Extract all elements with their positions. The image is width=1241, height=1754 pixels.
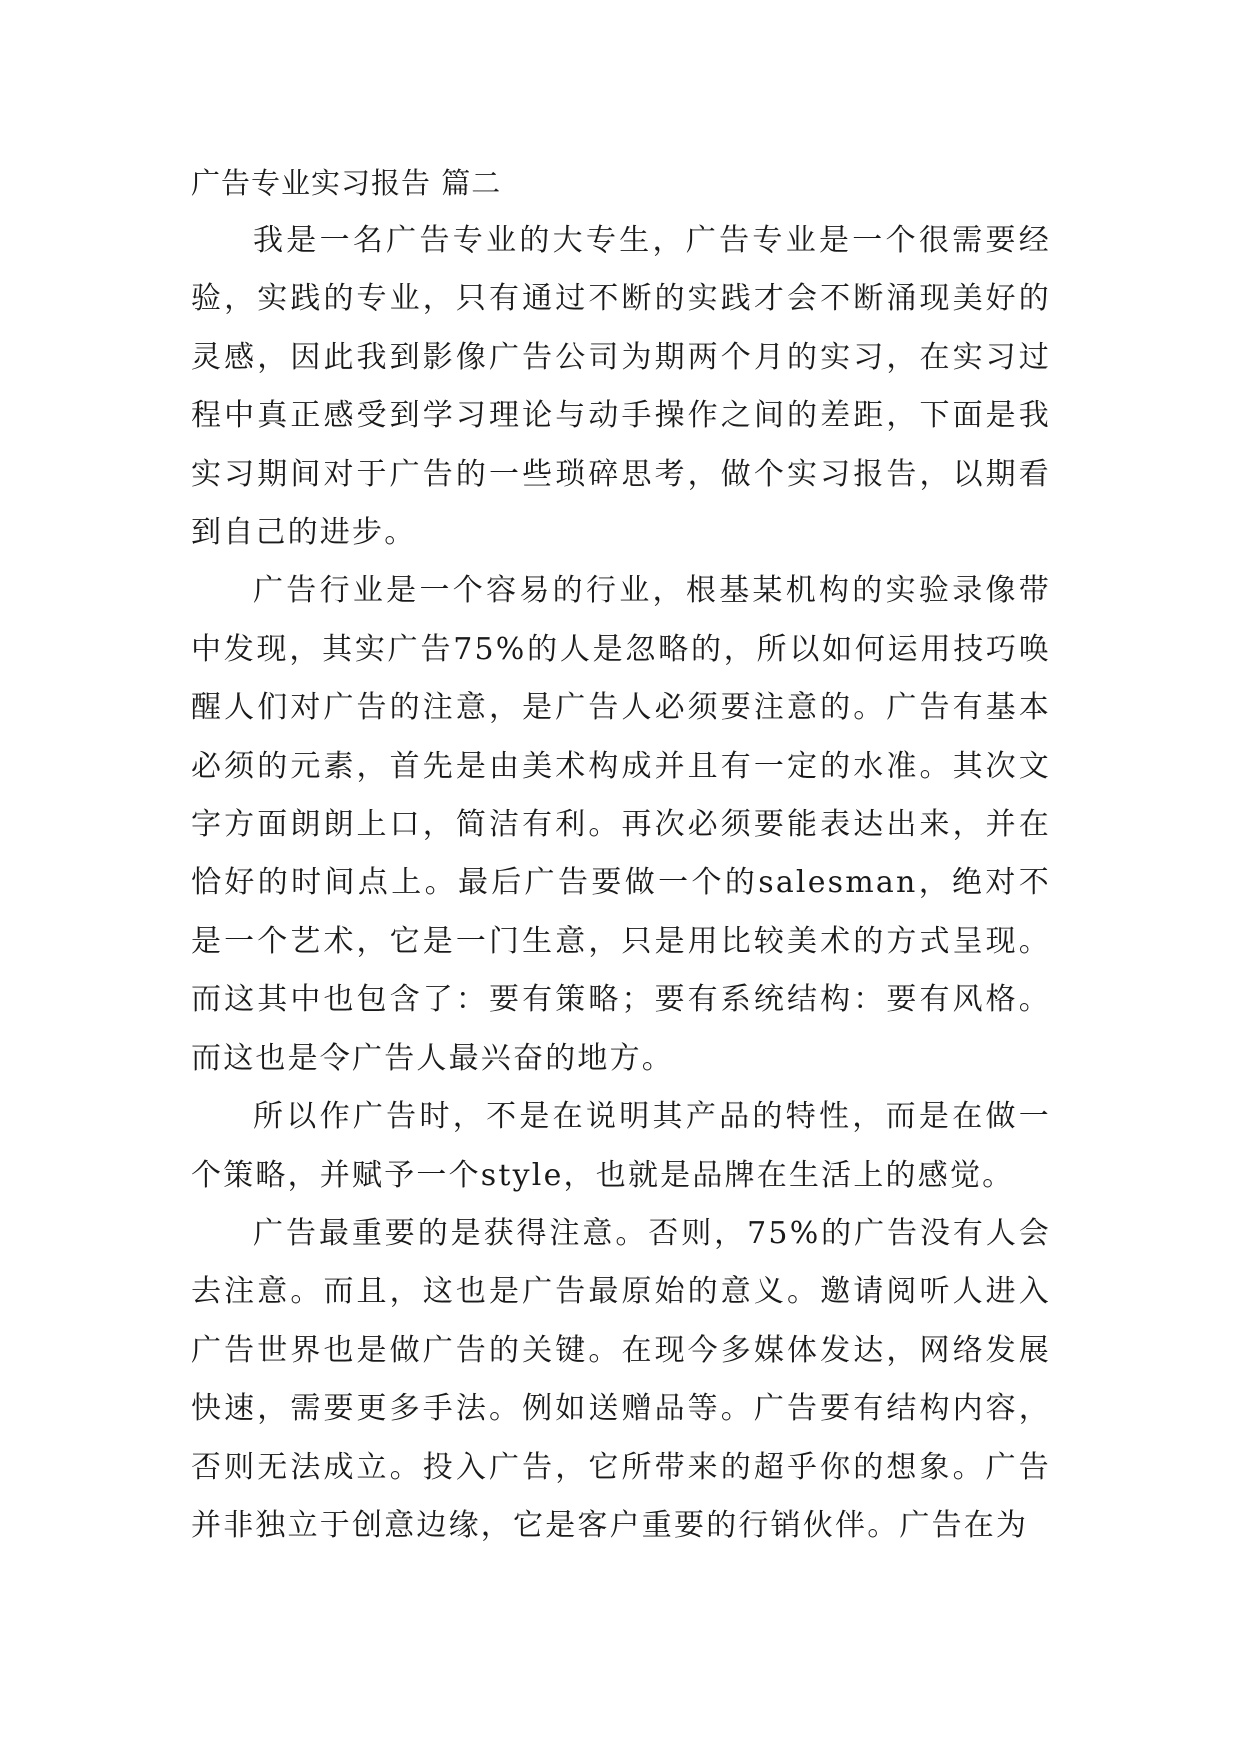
paragraph-1: 我是一名广告专业的大专生，广告专业是一个很需要经验，实践的专业，只有通过不断的实践才会不断涌现美好的灵感，因此我到影像广告公司为期两个月的实习，在实习过程中真正感受到学习理论与动手操作之间的差距，下面是我实习期间对于广告的一些琐碎思考，做个实习报告，以期看到自己的进步。 <box>191 223 1051 551</box>
paragraph-2: 广告行业是一个容易的行业，根基某机构的实验录像带中发现，其实广告75%的人是忽略的，所以如何运用技巧唤醒人们对广告的注意，是广告人必须要注意的。广告有基本必须的元素，首先是由美术构成并且有一定的水准。其次文字方面朗朗上口，简洁有利。再次必须要能表达出来，并在恰好的时间点上。最后广告要做一个的salesman，绝对不是一个艺术，它是一门生意，只是用比较美术的方式呈现。而这其中也包含了：要有策略；要有系统结构：要有风格。而这也是令广告人最兴奋的地方。 <box>191 573 1051 1076</box>
paragraph-4: 广告最重要的是获得注意。否则，75%的广告没有人会去注意。而且，这也是广告最原始的意义。邀请阅听人进入广告世界也是做广告的关键。在现今多媒体发达，网络发展快速，需要更多手法。例如送赠品等。广告要有结构内容，否则无法成立。投入广告，它所带来的超乎你的想象。广告并非独立于创意边缘，它是客户重要的行销伙伴。广告在为 <box>191 1215 1051 1543</box>
document-title: 广告专业实习报告 篇二 <box>191 166 502 200</box>
paragraph-3: 所以作广告时，不是在说明其产品的特性，而是在做一个策略，并赋予一个style，也就是品牌在生活上的感觉。 <box>191 1099 1051 1193</box>
document-body <box>191 154 1051 1555</box>
